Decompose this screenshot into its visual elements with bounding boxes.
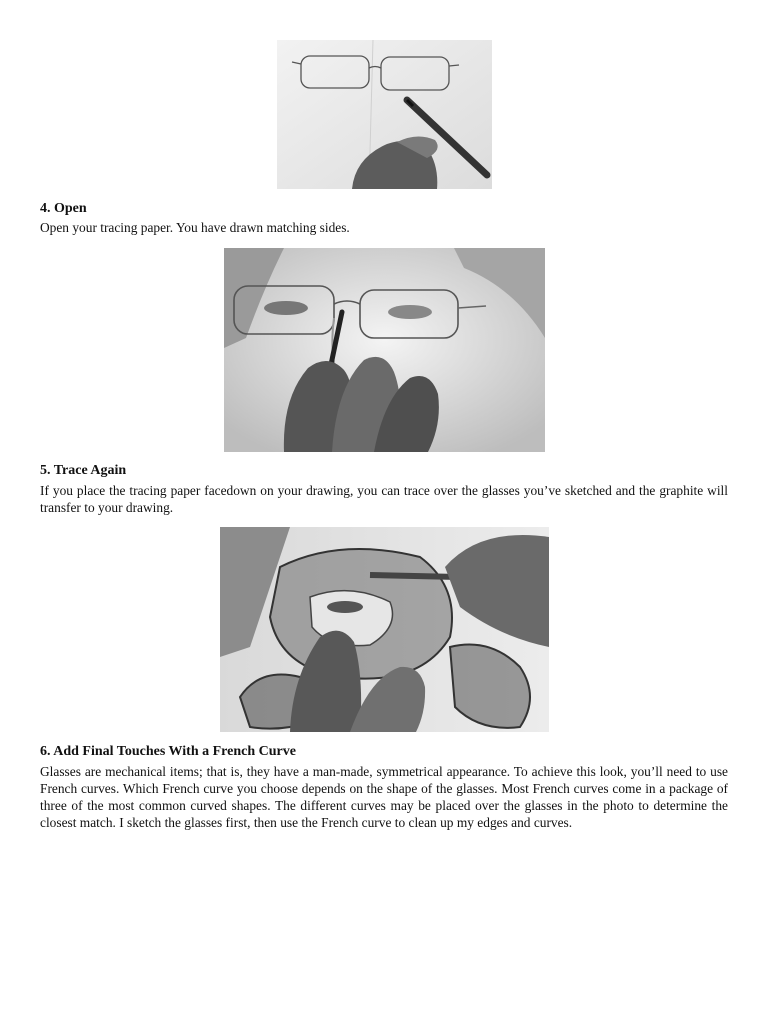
glasses-sketch-photo (277, 40, 492, 189)
section-body-trace-again: If you place the tracing paper facedown on your drawing, you can trace over the glasses you’ve sketched and the graphite will transfer to your drawing. (40, 483, 728, 515)
section-body-french-curve: Glasses are mechanical items; that is, they have a man-made, symmetrical appearance. To achieve this look, you’ll need to use French curves. Which French curve you choose depends on the shape of the glasses. Most French curves come in a package of three of the most common curved shapes. The different curves may be placed over the glasses in the photo to determine the closest match. I sketch the glasses first, then use the French curve to clean up my edges and curves. (40, 764, 728, 830)
section-heading-trace-again: 5. Trace Again (40, 463, 127, 478)
french-curve-photo (220, 527, 549, 732)
section-heading-open: 4. Open (40, 201, 87, 216)
section-heading-french-curve: 6. Add Final Touches With a French Curve (40, 744, 296, 759)
section-body-open: Open your tracing paper. You have drawn matching sides. (40, 220, 350, 235)
face-tracing-photo (224, 248, 545, 452)
